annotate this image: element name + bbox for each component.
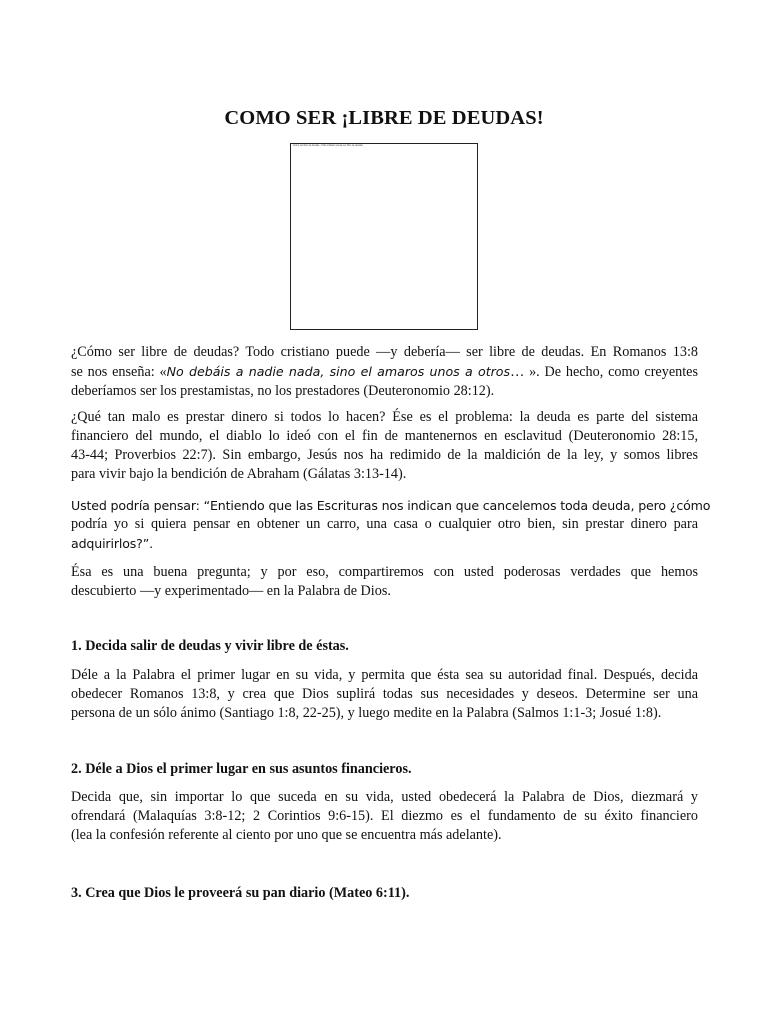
section-heading-2: 2. Déle a Dios el primer lugar en sus asuntos financieros.: [71, 761, 412, 777]
paragraph-section-1: [71, 666, 698, 723]
paragraph-line: Decida que, sin importar lo que suceda en su vida, usted obedecerá la Palabra de Dios, diezmará y: [71, 789, 698, 805]
text-fragment: se nos enseña: «: [71, 364, 167, 380]
document-title: COMO SER ¡LIBRE DE DEUDAS!: [224, 107, 544, 129]
paragraph-debt-problem: [71, 408, 698, 484]
paragraph-line: Usted podría pensar: “Entiendo que las Escrituras nos indican que cancelemos toda deuda, pero ¿cómo: [71, 498, 711, 513]
paragraph-answer: [71, 563, 698, 601]
paragraph-line: adquirirlos?”.: [71, 536, 153, 551]
paragraph-line: persona de un sólo ánimo (Santiago 1:8, 22-25), y luego medite en la Palabra (Salmos 1:1-3; Josué 1:8).: [71, 705, 662, 721]
section-heading-1: 1. Decida salir de deudas y vivir libre de éstas.: [71, 638, 349, 654]
section-heading-3: 3. Crea que Dios le proveerá su pan diario (Mateo 6:11).: [71, 885, 410, 901]
paragraph-line: Ésa es una buena pregunta; y por eso, compartiremos con usted poderosas verdades que hemos: [71, 564, 698, 580]
paragraph-question: [71, 496, 711, 553]
scripture-quote: No debáis a nadie nada, sino el amaros unos a otros: [166, 364, 511, 379]
paragraph-line: 43-44; Proverbios 22:7). Sin embargo, Jesús nos ha redimido de la maldición de la ley, y somos libres: [71, 447, 698, 463]
paragraph-line: ¿Cómo ser libre de deudas? Todo cristiano puede —y debería— ser libre de deudas. En Romanos 13:8: [71, 344, 698, 360]
paragraph-line: obedecer Romanos 13:8, y crea que Dios suplirá todas sus necesidades y deseos. Determine ser una: [71, 686, 698, 702]
paragraph-line: ¿Qué tan malo es prestar dinero si todos lo hacen? Ése es el problema: la deuda es parte del sistema: [71, 409, 698, 425]
paragraph-section-2: [71, 788, 698, 845]
paragraph-line: ofrendará (Malaquías 3:8-12; 2 Corintios 9:6-15). El diezmo es el fundamento de su éxito financiero: [71, 808, 698, 824]
paragraph-line: Déle a la Palabra el primer lugar en su vida, y permita que ésta sea su autoridad final. Después, decida: [71, 667, 698, 683]
article-image-placeholder: [290, 143, 478, 330]
paragraph-line: descubierto —y experimentado— en la Palabra de Dios.: [71, 583, 391, 599]
paragraph-line: deberíamos ser los prestamistas, no los prestadores (Deuteronomio 28:12).: [71, 383, 495, 399]
paragraph-line: financiero del mundo, el diablo lo ideó con el fin de mantenernos en esclavitud (Deuteronomio 28:15,: [71, 428, 698, 444]
paragraph-intro: [71, 343, 698, 401]
paragraph-line: [71, 362, 698, 382]
text-fragment: … ». De hecho, como creyentes: [510, 364, 698, 380]
paragraph-line: (lea la confesión referente al ciento por uno que se encuentra más adelante).: [71, 827, 502, 843]
paragraph-line: para vivir bajo la bendición de Abraham (Gálatas 3:13-14).: [71, 466, 407, 482]
paragraph-line: podría yo si quiera pensar en obtener un carro, una casa o cualquier otro bien, sin prestar dinero para: [71, 516, 698, 532]
image-caption: Como ser libre de deudas - Todo cristiano puede ser libre de deudas: [293, 145, 363, 147]
